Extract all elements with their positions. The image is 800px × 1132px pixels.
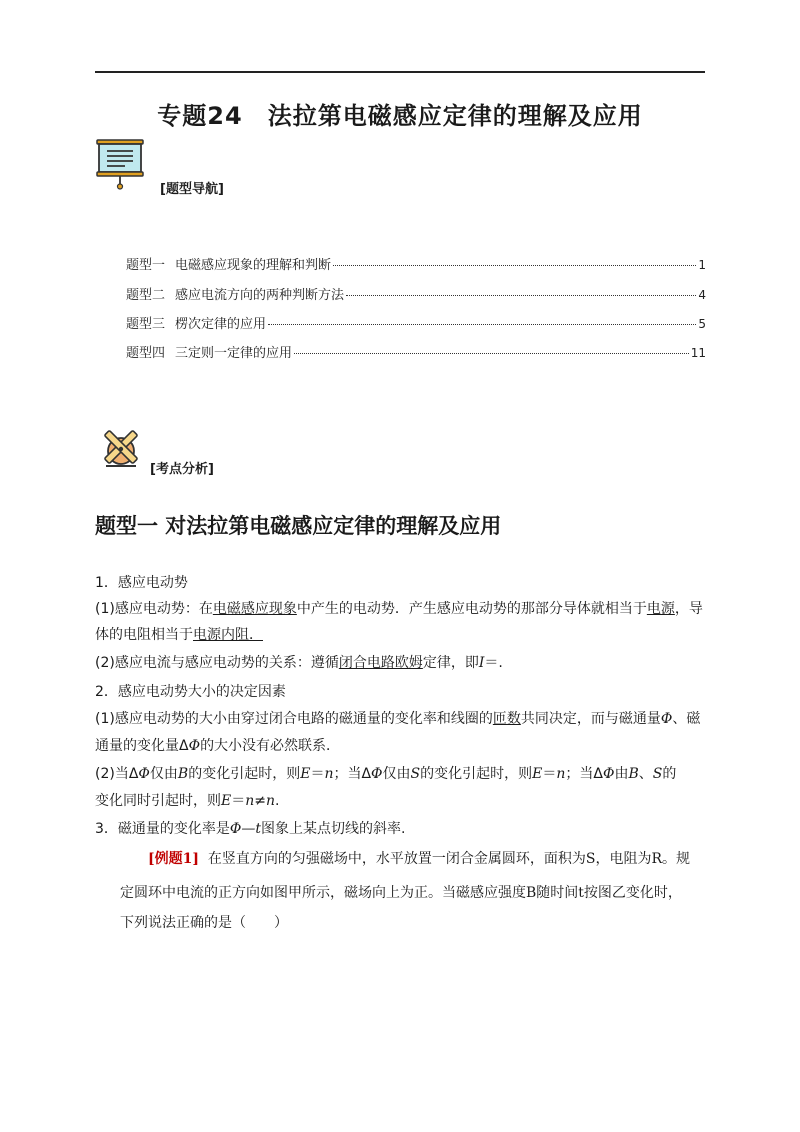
toc-leader (268, 324, 696, 325)
point-2-heading: 2．感应电动势大小的决定因素 (95, 684, 286, 700)
analysis-heading: [考点分析] (150, 462, 214, 477)
toc-page: 4 (698, 288, 706, 302)
paragraph-emf-def-cont: 体的电阻相当于电源内阻． (95, 627, 263, 643)
toc-tag: 题型三 (126, 317, 166, 332)
section-title: 题型一 对法拉第电磁感应定律的理解及应用 (95, 514, 502, 538)
top-rule (95, 71, 705, 73)
toc-entry[interactable] (126, 313, 706, 332)
toc-entry[interactable] (126, 342, 706, 361)
crossed-tools-icon (97, 425, 145, 473)
page-title: 专题24 法拉第电磁感应定律的理解及应用 (157, 102, 643, 130)
toc-leader (333, 265, 696, 266)
example-1-line-1: [例题1] 在竖直方向的匀强磁场中，水平放置一闭合金属圆环，面积为S，电阻为R。规 (148, 851, 691, 867)
example-1-line-3: 下列说法正确的是（ ） (120, 915, 288, 931)
toc-text: 感应电流方向的两种判断方法 (175, 288, 345, 303)
toc-text: 楞次定律的应用 (175, 317, 267, 332)
toc-leader (294, 353, 689, 354)
presentation-board-icon (95, 138, 145, 190)
toc-page: 5 (698, 317, 706, 331)
paragraph-emf-cases-cont: 变化同时引起时，则E＝n≠n. (95, 793, 280, 809)
toc-entry[interactable] (126, 284, 706, 303)
toc-page: 1 (698, 258, 706, 272)
toc-leader (346, 295, 696, 296)
nav-heading: [题型导航] (160, 182, 224, 197)
paragraph-emf-cases: (2)当ΔΦ仅由B的变化引起时，则E＝n；当ΔΦ仅由S的变化引起时，则E＝n；当ΔΦ由B、S的 (95, 766, 677, 782)
example-1-line-2: 定圆环中电流的正方向如图甲所示，磁场向上为正。当磁感应强度B随时间t按图乙变化时， (120, 885, 682, 901)
paragraph-emf-def: (1)感应电动势：在电磁感应现象中产生的电动势．产生感应电动势的那部分导体就相当于电源，导 (95, 601, 703, 617)
point-3-flux-rate: 3．磁通量的变化率是Φ—t图象上某点切线的斜率. (95, 821, 406, 837)
toc-page: 11 (690, 346, 706, 360)
toc-text: 电磁感应现象的理解和判断 (175, 258, 332, 273)
point-1-heading: 1．感应电动势 (95, 575, 188, 591)
toc-text: 三定则一定律的应用 (175, 346, 293, 361)
toc-tag: 题型四 (126, 346, 166, 361)
toc-tag: 题型二 (126, 288, 166, 303)
toc-tag: 题型一 (126, 258, 166, 273)
paragraph-ohm-law: (2)感应电流与感应电动势的关系：遵循闭合电路欧姆定律，即I＝. (95, 655, 503, 671)
paragraph-emf-factors: (1)感应电动势的大小由穿过闭合电路的磁通量的变化率和线圈的匝数共同决定，而与磁通量Φ、磁 (95, 711, 701, 727)
example-label: [例题1] (148, 851, 199, 867)
toc-entry[interactable] (126, 254, 706, 273)
paragraph-emf-factors-cont: 通量的变化量ΔΦ的大小没有必然联系． (95, 738, 341, 754)
